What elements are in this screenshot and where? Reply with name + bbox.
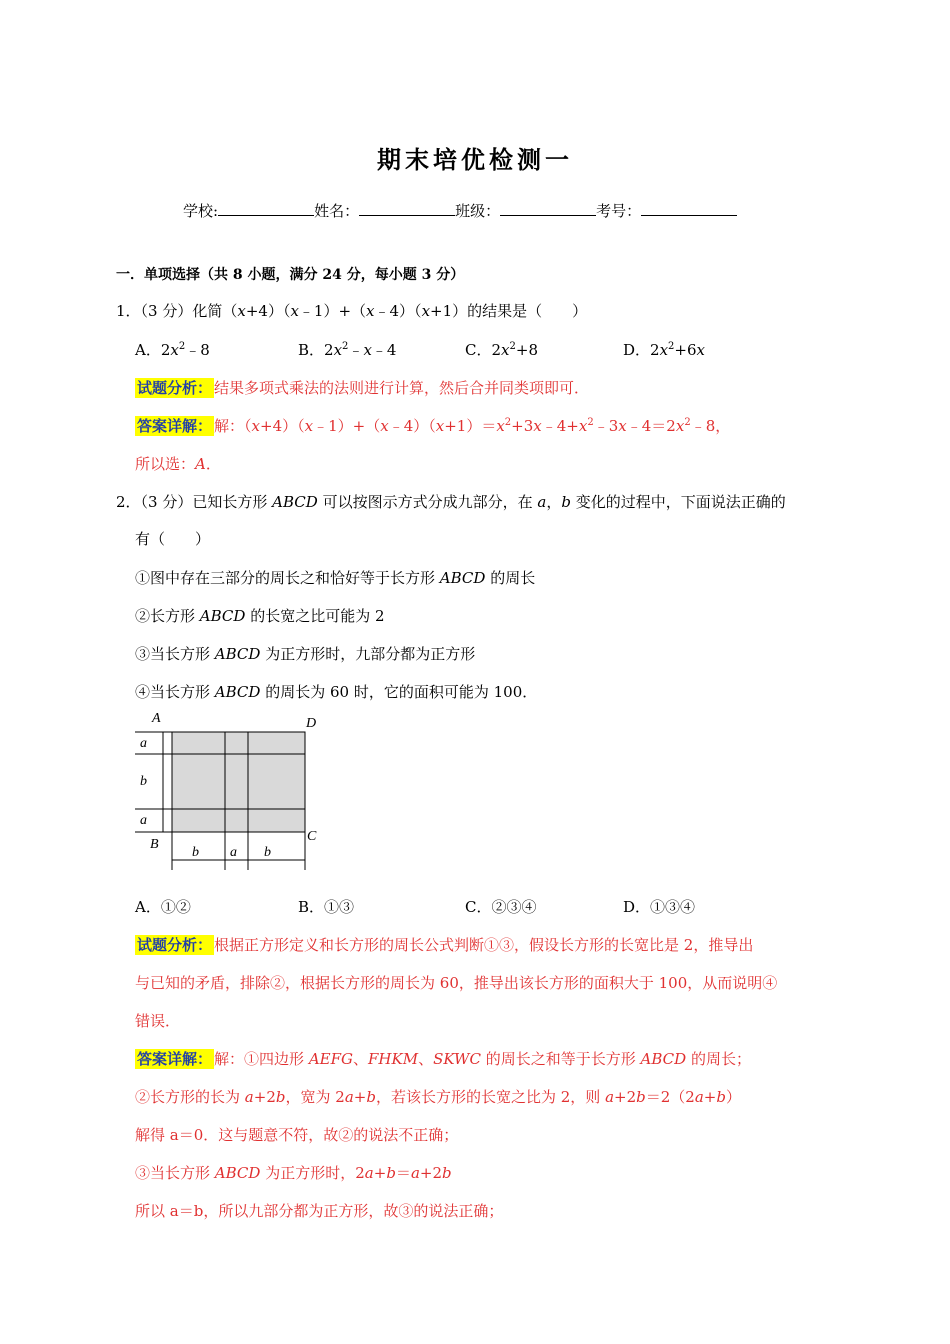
q2-analysis-cont: 与已知的矛盾，排除②，根据长方形的周长为 60，推导出该长方形的面积大于 100，从而说明④ <box>135 974 778 992</box>
label-a-bottom: a <box>230 845 237 860</box>
name-field[interactable] <box>359 201 455 216</box>
label-d-vertex: D <box>306 716 317 731</box>
label-b-vertex: B <box>150 837 159 852</box>
info-line <box>183 200 737 221</box>
q2-stem: 2．（3 分）已知长方形 ABCD 可以按图示方式分成九部分，在 a，b 变化的过程中，下面说法正确的 <box>116 493 786 511</box>
q1-analysis: 试题分析： 结果多项式乘法的法则进行计算，然后合并同类项即可． <box>137 379 590 397</box>
q1-options <box>135 339 835 359</box>
label-c-vertex: C <box>307 829 317 844</box>
exam-no-field[interactable] <box>641 201 737 216</box>
label-b-side: b <box>140 774 147 789</box>
q2-statement-2: ②长方形 ABCD 的长宽之比可能为 2 <box>135 607 385 625</box>
q2-stem-cont: 有（ ） <box>135 530 211 548</box>
q1-option-d[interactable]: D．$2x^2+6x$ <box>623 341 706 359</box>
label-b-bottom: b <box>264 845 271 860</box>
q1-option-b[interactable]: B．$2x^2﹣x﹣4$ <box>298 341 397 359</box>
q1-answer: 答案详解： 解：$(x+4)(x﹣1)+(x﹣4)(x+1)=x^2+3x﹣4+x^2﹣3x﹣4=2x^2﹣8$， <box>137 417 731 435</box>
q2-option-c[interactable]: C．②③④ <box>465 898 537 916</box>
section-heading: 一．单项选择（共 8 小题，满分 24 分，每小题 3 分） <box>116 267 465 283</box>
q2-options <box>135 896 835 916</box>
rectangle-abcd <box>172 732 305 832</box>
label-b-bottom: b <box>192 845 199 860</box>
class-label: 班级： <box>455 202 501 220</box>
q2-statement-3: ③当长方形 ABCD 为正方形时，九部分都为正方形 <box>135 645 476 663</box>
q2-analysis-end: 错误． <box>135 1012 181 1030</box>
analysis-label: 试题分析： <box>137 936 213 954</box>
q2-answer-line4: ③当长方形 ABCD 为正方形时，2a+b＝a+2b <box>135 1164 452 1182</box>
q2-statement-1: ①图中存在三部分的周长之和恰好等于长方形 ABCD 的周长 <box>135 569 536 587</box>
school-label: 学校: <box>183 202 219 220</box>
q1-option-c[interactable]: C．$2x^2+8$ <box>465 341 538 359</box>
q2-option-b[interactable]: B．①③ <box>298 898 355 916</box>
q2-option-d[interactable]: D．①③④ <box>623 898 696 916</box>
q1-conclusion: 所以选：A． <box>135 455 221 473</box>
exam-no-label: 考号： <box>596 202 642 220</box>
name-label: 姓名： <box>314 202 360 220</box>
q1-option-a[interactable]: A．$2x^2﹣8$ <box>135 341 210 359</box>
q2-option-a[interactable]: A．①② <box>135 898 191 916</box>
label-a-side: a <box>140 813 147 828</box>
q2-answer-line2: ②长方形的长为 a+2b，宽为 2a+b，若该长方形的长宽之比为 2，则 a+2b＝2（2a+b） <box>135 1088 741 1106</box>
q2-answer-line5: 所以 a＝b，所以九部分都为正方形，故③的说法正确； <box>135 1202 504 1220</box>
rectangle-figure <box>130 712 330 872</box>
label-a-side: a <box>140 736 147 751</box>
label-a-vertex: A <box>152 712 161 726</box>
answer-label: 答案详解： <box>137 1050 213 1068</box>
q1-stem: 1．（3 分）化简（x+4）（x﹣1）+（x﹣4）（x+1）的结果是（ ） <box>116 302 588 320</box>
page-title: 期末培优检测一 <box>377 145 573 174</box>
q2-answer: 答案详解： 解：①四边形 AEFG、FHKM、SKWC 的周长之和等于长方形 ABCD 的周长； <box>137 1050 751 1068</box>
analysis-label: 试题分析： <box>137 379 213 397</box>
class-field[interactable] <box>500 201 596 216</box>
q2-statement-4: ④当长方形 ABCD 的周长为 60 时，它的面积可能为 100． <box>135 683 538 701</box>
school-field[interactable] <box>218 201 314 216</box>
q2-analysis: 试题分析： 根据正方形定义和长方形的周长公式判断①③，假设长方形的长宽比是 2，推导出 <box>137 936 754 954</box>
q2-answer-line3: 解得 a＝0．这与题意不符，故②的说法不正确； <box>135 1126 459 1144</box>
answer-label: 答案详解： <box>137 417 213 435</box>
